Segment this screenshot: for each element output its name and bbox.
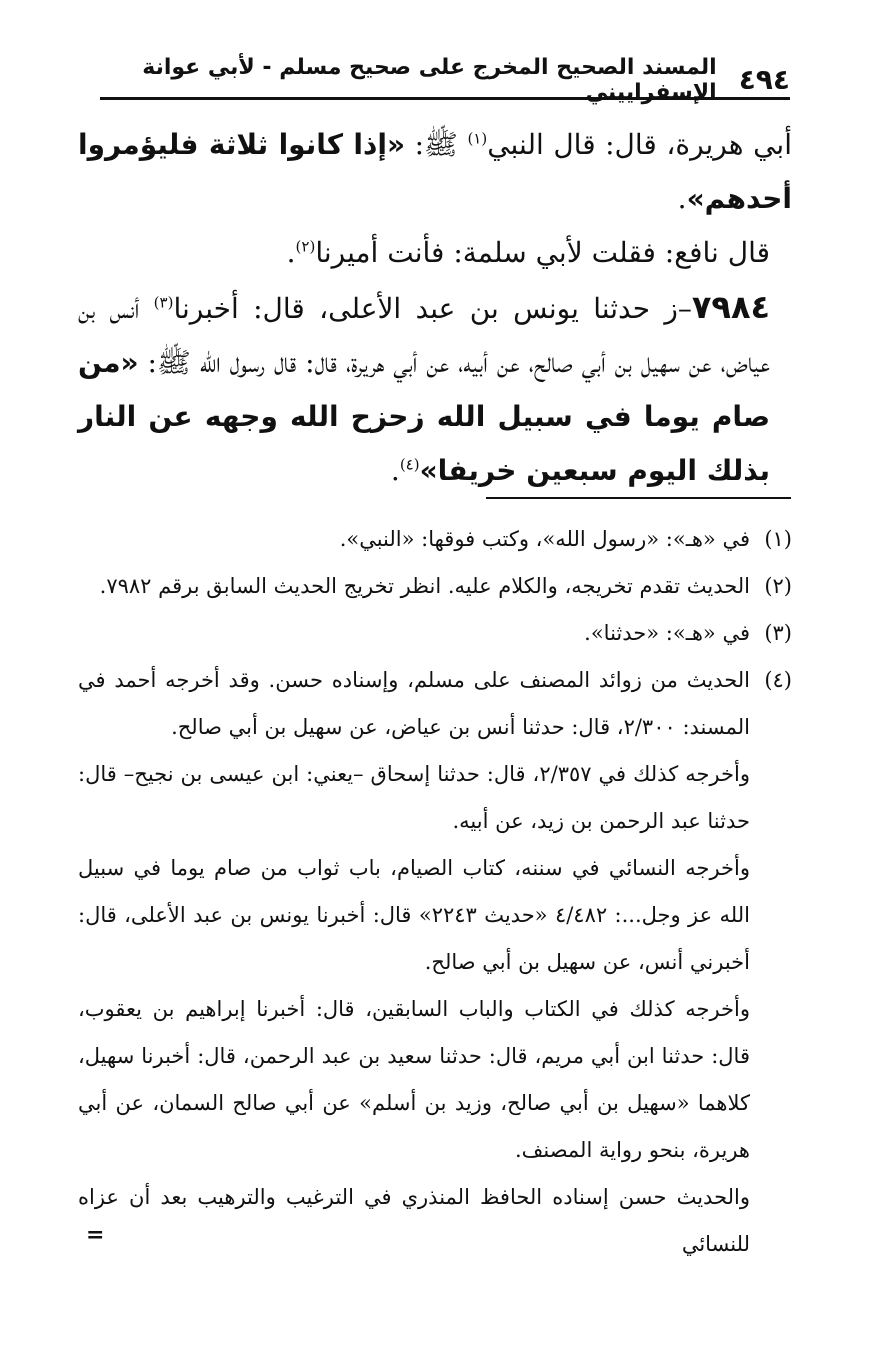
footnote-ref-3[interactable]: (٣)	[153, 293, 174, 312]
footnote-text: في «هـ»: «حدثنا».	[584, 621, 750, 645]
text-span: قال نافع: فقلت لأبي سلمة: فأنت أميرنا	[315, 236, 770, 269]
continuation-mark: =	[86, 1222, 105, 1248]
footnote-ref-4[interactable]: (٤)	[399, 455, 420, 474]
footnote-ref-1[interactable]: (١)	[467, 129, 488, 148]
footnote-2	[78, 563, 792, 610]
footnote-1	[78, 516, 792, 563]
main-text	[78, 118, 792, 498]
footnote-4	[78, 657, 792, 1268]
footnote-3	[78, 610, 792, 657]
text-span: أنس بن عياض، عن سهيل بن أبي صالح، عن أبيه، عن أبي هريرة، قال: قال رسول الله ﷺ:	[78, 292, 770, 379]
hadith-text: «من صام يوما في سبيل الله زحزح الله وجهه عن النار بذلك اليوم سبعين خريفا»	[78, 346, 770, 487]
footnote-text: والحديث حسن إسناده الحافظ المنذري في الترغيب والترهيب بعد أن عزاه للنسائي	[78, 1185, 750, 1256]
text-span: .	[390, 454, 400, 487]
footnote-ref-2[interactable]: (٢)	[295, 237, 316, 256]
footnote-number: (٤)	[764, 668, 792, 692]
running-header	[100, 54, 790, 105]
text-span: ﷺ:	[405, 128, 468, 161]
text-span: .	[677, 182, 687, 215]
footnote-text: وأخرجه كذلك في الكتاب والباب السابقين، قال: أخبرنا إبراهيم بن يعقوب، قال: حدثنا ابن أبي مريم، قال: حدثنا سعيد بن عبد الرحمن، قال: أخبرنا سهيل، كلاهما «سهيل بن أبي صالح، وزيد بن أسلم» عن أبي صالح السمان، عن أبي هريرة، بنحو رواية المصنف.	[78, 997, 750, 1162]
footnote-number: (٢)	[764, 574, 792, 598]
text-span: –ز حدثنا يونس بن عبد الأعلى، قال: أخبرنا	[173, 292, 692, 325]
running-title: المسند الصحيح المخرج على صحيح مسلم - لأبي عوانة الإسفراييني	[142, 54, 717, 105]
footnote-text: الحديث من زوائد المصنف على مسلم، وإسناده حسن. وقد أخرجه أحمد في المسند: ٢/٣٠٠، قال: حدثنا أنس بن عياض، عن سهيل بن أبي صالح.	[78, 668, 750, 739]
text-span: .	[286, 236, 296, 269]
page-number: ٤٩٤	[738, 63, 790, 96]
footnote-text: وأخرجه كذلك في ٢/٣٥٧، قال: حدثنا إسحاق –يعني: ابن عيسى بن نجيح– قال: حدثنا عبد الرحمن بن زيد، عن أبيه.	[78, 762, 750, 833]
footnote-text: وأخرجه النسائي في سننه، كتاب الصيام، باب ثواب من صام يوما في سبيل الله عز وجل...: ٤/٤٨٢ «حديث ٢٢٤٣» قال: أخبرنا يونس بن عبد الأعلى، قال: أخبرني أنس، عن سهيل بن أبي صالح.	[78, 856, 750, 974]
paragraph-2	[78, 226, 792, 280]
footnote-separator	[486, 497, 791, 499]
paragraph-1	[78, 118, 792, 226]
footnote-number: (٣)	[764, 621, 792, 645]
footnotes	[78, 516, 792, 1268]
hadith-number: ٧٩٨٤	[691, 288, 770, 326]
footnote-text: الحديث تقدم تخريجه، والكلام عليه. انظر تخريج الحديث السابق برقم ٧٩٨٢.	[99, 574, 750, 598]
hadith-text: «إذا كانوا ثلاثة فليؤمروا أحدهم»	[78, 128, 792, 215]
text-span: أبي هريرة، قال: قال النبي	[487, 128, 792, 161]
paragraph-3	[78, 280, 792, 498]
footnote-number: (١)	[764, 527, 792, 551]
footnote-text: في «هـ»: «رسول الله»، وكتب فوقها: «النبي».	[339, 527, 750, 551]
